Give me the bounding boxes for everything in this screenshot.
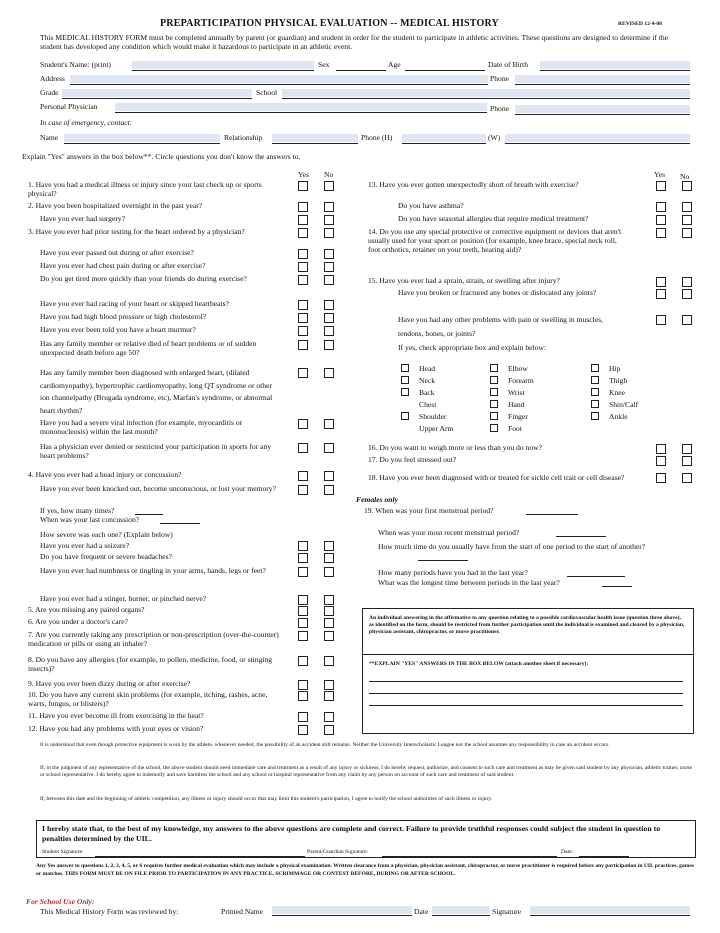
review-date-field[interactable] <box>432 906 490 914</box>
no-checkbox[interactable] <box>324 419 334 429</box>
address-label: Address <box>40 74 65 83</box>
question-3i: Has any family member been diagnosed with enlarged heart, (dilated cardiomyopathy), hypertrophic cardiomyopathy, long QT syndrome or other ion channelpathy (Brugada syndrome, etc), Marfan's syndrome, or abnormal heart rhythm? <box>40 368 273 415</box>
question-4i: Have you ever had a stinger, burner, or pinched nerve? <box>40 594 207 603</box>
question-4h: Have you ever had numbness or tingling in your arms, hands, legs or feet? <box>40 566 266 575</box>
question-4: 4. Have you ever had a head injury or concussion? <box>28 470 182 479</box>
grade-field[interactable] <box>62 89 252 97</box>
certification-box <box>36 820 696 858</box>
yes-checkbox[interactable] <box>298 215 308 225</box>
phone2-label: Phone <box>490 104 509 113</box>
yes-checkbox[interactable] <box>298 725 308 735</box>
question-10: 10. Do you have any current skin problems (for example, itching, rashes, acne, warts, fungus, or blisters)? <box>28 690 268 708</box>
school-use-label: For School Use Only: <box>26 897 95 906</box>
yes-checkbox[interactable] <box>656 215 666 225</box>
yes-checkbox[interactable] <box>298 419 308 429</box>
yes-checkbox[interactable] <box>298 443 308 453</box>
yes-checkbox[interactable] <box>298 680 308 690</box>
question-4d: When was your last concussion? <box>40 515 140 524</box>
body-part-checkbox[interactable] <box>490 412 498 420</box>
no-checkbox[interactable] <box>324 443 334 453</box>
question-12: 12. Have you had any problems with your eyes or vision? <box>28 724 204 733</box>
no-checkbox[interactable] <box>324 712 334 722</box>
question-2: 2. Have you been hospitalized overnight in the past year? <box>28 201 203 210</box>
student-signature-label: Student Signature: <box>42 849 84 855</box>
no-checkbox[interactable] <box>324 725 334 735</box>
yes-checkbox[interactable] <box>298 340 308 350</box>
no-checkbox[interactable] <box>682 444 692 454</box>
no-checkbox[interactable] <box>324 228 334 238</box>
yes-checkbox[interactable] <box>298 262 308 272</box>
printed-name-label: Printed Name <box>221 907 263 916</box>
clearance-warning: Any Yes answer to questions 1, 2, 3, 4, 5, or 6 requires further medical evaluation which may include a physical examination. Written clearance from a physician, physician assistant, chiropractor, or nurse practitioner is required before any participation in UIL practices, games or matches. THIS FORM MUST BE ON FILE PRIOR TO PARTICIPATION IN ANY PRACTICE, SCRIMMAGE OR CONTEST BEFORE, DURING OR AFTER SCHOOL. <box>36 863 695 877</box>
yes-checkbox[interactable] <box>298 202 308 212</box>
body-part-checkbox[interactable] <box>490 388 498 396</box>
relationship-label: Relationship <box>224 133 263 142</box>
yes-checkbox[interactable] <box>656 456 666 466</box>
body-part-label: Hand <box>508 400 525 409</box>
yes-checkbox[interactable] <box>298 368 308 378</box>
yes-checkbox[interactable] <box>298 606 308 616</box>
no-header-right: No <box>680 172 690 181</box>
body-part-label: Ankle <box>609 412 628 421</box>
phone-w-field[interactable] <box>505 134 690 142</box>
name-label: Name <box>40 133 59 142</box>
question-13: 13. Have you ever gotten unexpectedly short of breath with exercise? <box>368 180 579 189</box>
question-5: 5. Are you missing any paired organs? <box>28 605 145 614</box>
review-signature-label: Signature <box>492 907 522 916</box>
notify-paragraph: If, between this date and the beginning of athletic competition, any illness or injury should occur that may limit this student's participation, I agree to notify the school authorities of such illness or injury. <box>40 796 493 802</box>
date-signature-label: Date: <box>561 849 574 855</box>
body-part-label: Head <box>419 364 436 373</box>
no-checkbox[interactable] <box>324 485 334 495</box>
no-checkbox[interactable] <box>324 595 334 605</box>
body-part-checkbox[interactable] <box>401 364 409 372</box>
grade-label: Grade <box>40 88 59 97</box>
no-checkbox[interactable] <box>324 471 334 481</box>
question-7: 7. Are you currently taking any prescription or non-prescription (over-the-counter) medication or pills or using an inhaler? <box>28 630 279 648</box>
body-part-label: Back <box>419 388 435 397</box>
question-15d: If yes, check appropriate box and explain below: <box>398 343 547 352</box>
body-part-label: Thigh <box>609 376 628 385</box>
question-1: 1. Have you had a medical illness or injury since your last check up or sports physical? <box>28 180 262 198</box>
body-part-checkbox[interactable] <box>591 364 599 372</box>
address-field[interactable] <box>70 75 488 83</box>
question-4g: Do you have frequent or severe headaches? <box>40 552 172 561</box>
yes-checkbox[interactable] <box>656 315 666 325</box>
no-checkbox[interactable] <box>324 313 334 323</box>
emergency-name-field[interactable] <box>64 134 220 142</box>
phone-h-field[interactable] <box>402 134 486 142</box>
explain-instruction: Explain "Yes" answers in the box below**. Circle questions you don't know the answers to. <box>22 152 301 161</box>
no-checkbox[interactable] <box>324 340 334 350</box>
review-date-label: Date <box>414 907 429 916</box>
consent-paragraph: If, in the judgment of any representative of the school, the above student should need immediate care and treatment as a result of any injury or sickness, I do hereby request, authorize, and consent to such care and treatment as may be given said student by any physician, athletic trainer, nurse or school representative. I do hereby agree to indemnify and save harmless the school and any school or hospital representative from any claim by any person on account of such care and treatment of said student. <box>40 765 693 778</box>
question-3b: Have you ever passed out during or after exercise? <box>40 248 194 257</box>
body-part-checkbox[interactable] <box>401 388 409 396</box>
no-checkbox[interactable] <box>324 326 334 336</box>
question-19e: What was the longest time between periods in the last year? <box>378 578 560 587</box>
no-checkbox[interactable] <box>324 262 334 272</box>
yes-checkbox[interactable] <box>656 289 666 299</box>
yes-checkbox[interactable] <box>298 618 308 628</box>
yes-checkbox[interactable] <box>656 473 666 483</box>
form-title: PREPARTICIPATION PHYSICAL EVALUATION -- MEDICAL HISTORY <box>160 18 499 29</box>
question-3h: Has any family member or relative died of heart problems or of sudden unexpected death before age 50? <box>40 339 257 357</box>
reviewed-by-label: This Medical History Form was reviewed by: <box>40 907 179 916</box>
yes-checkbox[interactable] <box>298 275 308 285</box>
explain-box-label: **EXPLAIN "YES" ANSWERS IN THE BOX BELOW (attach another sheet if necessary): <box>369 661 589 667</box>
no-checkbox[interactable] <box>324 368 334 378</box>
no-header-left: No <box>324 170 334 179</box>
no-checkbox[interactable] <box>324 300 334 310</box>
question-3d: Do you get tired more quickly than your friends do during exercise? <box>40 274 247 283</box>
no-checkbox[interactable] <box>682 228 692 238</box>
yes-header-right: Yes <box>654 170 666 179</box>
body-part-checkbox[interactable] <box>591 376 599 384</box>
emergency-label: In case of emergency, contact: <box>40 118 133 127</box>
question-2b: Have you ever had surgery? <box>40 214 126 223</box>
body-part-label: Finger <box>508 412 528 421</box>
question-18: 18. Have you ever been diagnosed with or treated for sickle cell trait or cell disease? <box>368 473 625 482</box>
body-part-label: Forearm <box>508 376 534 385</box>
body-part-label: Shoulder <box>419 412 447 421</box>
yes-checkbox[interactable] <box>298 485 308 495</box>
question-9: 9. Have you ever been dizzy during or after exercise? <box>28 679 191 688</box>
dob-label: Date of Birth <box>488 60 529 69</box>
cardiac-notice: An individual answering in the affirmative to any question relating to a possible cardiovascular health issue (question three above), as identified on the form, should be restricted from further participation until the individual is examined and cleared by a physician, physician assistant, chiropractor, or nurse practitioner. <box>369 615 685 635</box>
body-part-checkbox[interactable] <box>591 388 599 396</box>
body-part-checkbox[interactable] <box>591 412 599 420</box>
no-checkbox[interactable] <box>324 202 334 212</box>
body-part-checkbox[interactable] <box>490 376 498 384</box>
question-19b: When was your most recent menstrual period? <box>378 528 520 537</box>
body-part-label: Upper Arm <box>419 424 454 433</box>
sex-label: Sex <box>318 60 330 69</box>
body-part-checkbox[interactable] <box>591 400 599 408</box>
question-19d: How many periods have you had in the last year? <box>378 568 528 577</box>
body-part-label: Neck <box>419 376 436 385</box>
no-checkbox[interactable] <box>324 631 334 641</box>
review-signature-field[interactable] <box>530 906 690 914</box>
yes-header-left: Yes <box>298 170 310 179</box>
no-checkbox[interactable] <box>324 553 334 563</box>
body-part-label: Shin/Calf <box>609 400 639 409</box>
no-checkbox[interactable] <box>682 202 692 212</box>
body-part-label: Hip <box>609 364 621 373</box>
question-4e: How severe was each one? (Explain below) <box>40 530 173 539</box>
question-3c: Have you ever had chest pain during or after exercise? <box>40 261 206 270</box>
body-part-checkbox[interactable] <box>490 400 498 408</box>
question-15: 15. Have you ever had a sprain, strain, or swelling after injury? <box>368 276 560 285</box>
question-3g: Have you ever been told you have a heart murmur? <box>40 325 196 334</box>
yes-checkbox[interactable] <box>298 313 308 323</box>
phone-label: Phone <box>490 74 509 83</box>
body-part-label: Foot <box>508 424 522 433</box>
no-checkbox[interactable] <box>324 691 334 701</box>
yes-checkbox[interactable] <box>656 228 666 238</box>
no-checkbox[interactable] <box>682 315 692 325</box>
no-checkbox[interactable] <box>324 215 334 225</box>
phone-h-label: Phone (H) <box>361 133 393 142</box>
yes-checkbox[interactable] <box>298 249 308 259</box>
no-checkbox[interactable] <box>324 680 334 690</box>
phone-w-label: (W) <box>488 133 501 142</box>
question-15b: Have you broken or fractured any bones or dislocated any joints? <box>398 288 597 297</box>
question-19: 19. When was your first menstrual period? <box>364 506 494 515</box>
yes-checkbox[interactable] <box>298 691 308 701</box>
body-part-label: Elbow <box>508 364 528 373</box>
no-checkbox[interactable] <box>324 618 334 628</box>
parent-signature-label: Parent/Guardian Signature: <box>307 849 369 855</box>
no-checkbox[interactable] <box>324 567 334 577</box>
question-13c: Do you have seasonal allergies that require medical treatment? <box>398 214 589 223</box>
yes-checkbox[interactable] <box>298 300 308 310</box>
printed-name-field[interactable] <box>272 906 412 914</box>
yes-checkbox[interactable] <box>656 444 666 454</box>
dob-field[interactable] <box>540 61 690 69</box>
yes-checkbox[interactable] <box>298 553 308 563</box>
school-field[interactable] <box>282 89 690 97</box>
no-checkbox[interactable] <box>682 473 692 483</box>
question-3j: Have you had a severe viral infection (for example, myocarditis or mononucleosis) within the last month? <box>40 418 243 436</box>
no-checkbox[interactable] <box>324 656 334 666</box>
question-15c: Have you had any other problems with pain or swelling in muscles, tendons, bones, or joints? <box>398 315 603 338</box>
no-checkbox[interactable] <box>682 215 692 225</box>
yes-checkbox[interactable] <box>298 471 308 481</box>
body-part-label: Wrist <box>508 388 525 397</box>
student-name-field[interactable] <box>132 61 314 69</box>
yes-checkbox[interactable] <box>656 202 666 212</box>
question-3e: Have you ever had racing of your heart or skipped heartbeats? <box>40 299 229 308</box>
yes-checkbox[interactable] <box>298 326 308 336</box>
relationship-field[interactable] <box>272 134 358 142</box>
yes-checkbox[interactable] <box>298 656 308 666</box>
yes-checkbox[interactable] <box>298 181 308 191</box>
explain-box[interactable] <box>362 608 694 734</box>
student-name-label: Student's Name: (print) <box>40 60 111 69</box>
age-label: Age <box>388 60 401 69</box>
body-part-checkbox[interactable] <box>490 424 498 432</box>
disclaimer-paragraph: It is understood that even though protective equipment is worn by the athlete, whenever needed, the possibility of an accident still remains. Neither the University Interscholastic League nor the school assumes any responsibility in case an accident occurs. <box>40 742 610 748</box>
yes-checkbox[interactable] <box>298 595 308 605</box>
no-checkbox[interactable] <box>324 249 334 259</box>
question-4f: Have you ever had a seizure? <box>40 541 130 550</box>
no-checkbox[interactable] <box>682 456 692 466</box>
question-11: 11. Have you ever become ill from exercising in the heat? <box>28 711 204 720</box>
no-checkbox[interactable] <box>324 541 334 551</box>
question-3: 3. Have you ever had prior testing for the heart ordered by a physician? <box>28 227 245 236</box>
body-part-checkbox[interactable] <box>490 364 498 372</box>
no-checkbox[interactable] <box>682 289 692 299</box>
phone2-field[interactable] <box>515 105 690 113</box>
question-16: 16. Do you want to weigh more or less than you do now? <box>368 443 542 452</box>
question-6: 6. Are you under a doctor's care? <box>28 617 128 626</box>
yes-checkbox[interactable] <box>298 567 308 577</box>
females-only-label: Females only <box>356 495 398 504</box>
question-13b: Do you have asthma? <box>398 201 464 210</box>
body-part-checkbox[interactable] <box>401 376 409 384</box>
phone-field[interactable] <box>515 75 690 83</box>
school-label: School <box>256 88 278 97</box>
yes-checkbox[interactable] <box>298 631 308 641</box>
intro-text: This MEDICAL HISTORY FORM must be completed annually by parent (or guardian) and student in order for the student to participate in athletic activities. These questions are designed to determine if the student has developed any condition which would make it hazardous to participate in an athletic event. <box>40 33 669 51</box>
question-17: 17. Do you feel stressed out? <box>368 455 457 464</box>
no-checkbox[interactable] <box>324 275 334 285</box>
yes-checkbox[interactable] <box>656 277 666 287</box>
certification-text: I hereby state that, to the best of my knowledge, my answers to the above questions are complete and correct. Failure to provide truthful responses could subject the student in question to penalties determined by the UIL. <box>42 824 661 843</box>
body-part-label: Knee <box>609 388 626 397</box>
physician-label: Personal Physician <box>40 102 98 111</box>
body-part-label: Chest <box>419 400 437 409</box>
revised-date: REVISED 12-4-08 <box>618 21 662 27</box>
no-checkbox[interactable] <box>682 181 692 191</box>
physician-field[interactable] <box>115 103 487 111</box>
question-3f: Have you had high blood pressure or high cholesterol? <box>40 312 207 321</box>
yes-checkbox[interactable] <box>298 712 308 722</box>
question-14: 14. Do you use any special protective or corrective equipment or devices that aren't usually used for your sport or position (for example, knee brace, special neck roll, foot orthotics, retainer on your teeth, hearing aid)? <box>368 227 622 254</box>
no-checkbox[interactable] <box>682 277 692 287</box>
question-19c: How much time do you usually have from the start of one period to the start of another? <box>378 542 646 551</box>
yes-checkbox[interactable] <box>298 541 308 551</box>
question-4c: If yes, how many times? <box>40 506 115 515</box>
question-8: 8. Do you have any allergies (for example, to pollen, medicine, food, or stinging insects)? <box>28 655 273 673</box>
question-4b: Have you ever been knocked out, become unconscious, or lost your memory? <box>40 484 276 493</box>
yes-checkbox[interactable] <box>298 228 308 238</box>
body-part-checkbox[interactable] <box>401 412 409 420</box>
question-3k: Has a physician ever denied or restricted your participation in sports for any heart problems? <box>40 442 272 460</box>
yes-checkbox[interactable] <box>656 181 666 191</box>
no-checkbox[interactable] <box>324 606 334 616</box>
no-checkbox[interactable] <box>324 181 334 191</box>
